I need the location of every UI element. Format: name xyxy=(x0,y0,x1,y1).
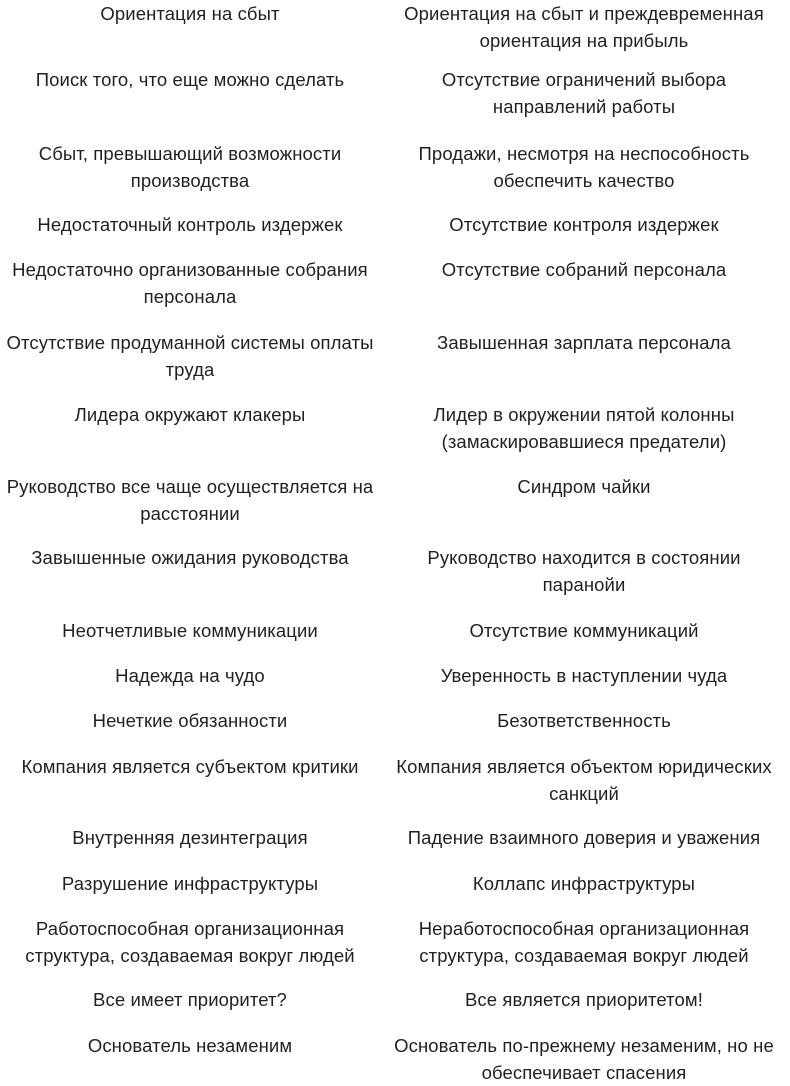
right-cell: Отсутствие собраний персонала xyxy=(441,259,727,280)
left-cell: Надежда на чудо xyxy=(115,665,265,686)
left-cell: Компания является субъектом критики xyxy=(21,756,359,777)
right-cell: Основатель по-прежнему незаменим, но не обеспечивает спасения xyxy=(394,1035,774,1083)
table-row xyxy=(0,824,790,851)
left-cell: Отсутствие продуманной системы оплаты труда xyxy=(6,332,374,380)
right-cell: Завышенная зарплата персонала xyxy=(437,332,731,353)
right-cell: Падение взаимного доверия и уважения xyxy=(407,827,761,848)
right-cell: Отсутствие контроля издержек xyxy=(449,214,719,235)
table-row xyxy=(0,256,790,310)
left-cell: Внутренняя дезинтеграция xyxy=(72,827,308,848)
left-cell: Сбыт, превышающий возможности производства xyxy=(38,143,342,191)
table-row xyxy=(0,1032,790,1086)
right-cell: Все является приоритетом! xyxy=(464,989,703,1010)
right-cell: Уверенность в наступлении чуда xyxy=(440,665,728,686)
table-row xyxy=(0,0,790,54)
left-cell: Неотчетливые коммуникации xyxy=(62,620,318,641)
right-cell: Ориентация на сбыт и преждевременная ориентация на прибыль xyxy=(404,3,764,51)
left-cell: Работоспособная организационная структура, создаваемая вокруг людей xyxy=(25,918,355,966)
table-row xyxy=(0,211,790,238)
right-cell: Продажи, несмотря на неспособность обеспечить качество xyxy=(418,143,750,191)
right-cell: Отсутствие коммуникаций xyxy=(469,620,699,641)
table-row xyxy=(0,473,790,527)
right-cell: Руководство находится в состоянии паранойи xyxy=(427,547,741,595)
table-row xyxy=(0,617,790,644)
right-cell: Отсутствие ограничений выбора направлений работы xyxy=(441,69,727,117)
table-row xyxy=(0,401,790,455)
right-cell: Безответственность xyxy=(497,710,671,731)
table-row xyxy=(0,986,790,1013)
left-cell: Ориентация на сбыт xyxy=(100,3,280,24)
right-cell: Компания является объектом юридических санкций xyxy=(396,756,772,804)
left-cell: Разрушение инфраструктуры xyxy=(61,873,319,894)
right-cell: Лидер в окружении пятой колонны (замаскировавшиеся предатели) xyxy=(433,404,735,452)
table-row xyxy=(0,544,790,598)
table-row xyxy=(0,140,790,194)
left-cell: Недостаточно организованные собрания персонала xyxy=(12,259,368,307)
left-cell: Руководство все чаще осуществляется на расстоянии xyxy=(6,476,374,524)
table-row xyxy=(0,66,790,120)
left-cell: Основатель незаменим xyxy=(87,1035,293,1056)
table-row xyxy=(0,707,790,734)
table-row xyxy=(0,329,790,383)
left-cell: Недостаточный контроль издержек xyxy=(37,214,343,235)
left-cell: Поиск того, что еще можно сделать xyxy=(35,69,345,90)
table-row xyxy=(0,753,790,807)
left-cell: Лидера окружают клакеры xyxy=(74,404,306,425)
table-row xyxy=(0,662,790,689)
right-cell: Неработоспособная организационная структура, создаваемая вокруг людей xyxy=(418,918,750,966)
right-cell: Синдром чайки xyxy=(517,476,651,497)
left-cell: Все имеет приоритет? xyxy=(93,989,287,1010)
left-cell: Нечеткие обязанности xyxy=(92,710,288,731)
right-cell: Коллапс инфраструктуры xyxy=(472,873,696,894)
table-row xyxy=(0,870,790,897)
left-cell: Завышенные ожидания руководства xyxy=(31,547,349,568)
table-row xyxy=(0,915,790,969)
